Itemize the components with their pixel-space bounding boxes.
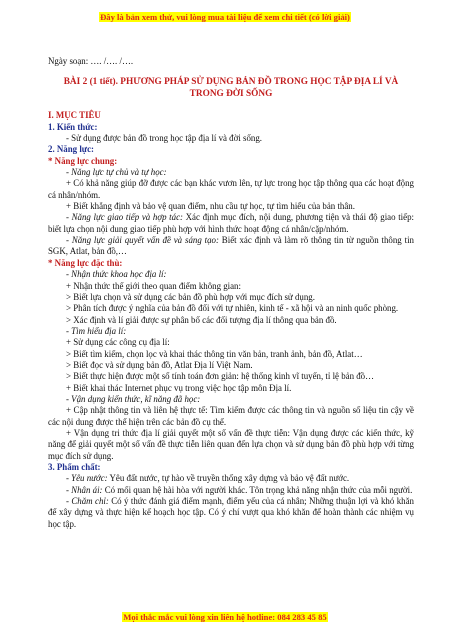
paragraph	[48, 235, 414, 258]
paragraph: > Xác định và lí giải được sự phân bố các đối tượng địa lí thông qua bản đồ.	[66, 314, 337, 325]
hotline-banner-text: Mọi thắc mắc vui lòng xin liên hệ hotline: 084 283 45 85	[123, 612, 327, 622]
paragraph: - Sử dụng được bản đồ trong học tập địa lí và đời sống.	[66, 133, 262, 144]
paragraph: + Sử dụng các công cụ địa lí:	[66, 337, 170, 348]
paragraph: + Vận dụng tri thức địa lí giải quyết một số vấn đề thực tiễn: Vận dụng được các kiến thức, kỹ năng để giải quyết một số vấn đề thực tiễn liên quan đến lựa chọn và sử dụng bản đồ phù hợp với từng mục đích sử dụng.	[48, 427, 414, 461]
paragraph: > Biết lựa chọn và sử dụng các bản đồ phù hợp với mục đích sử dụng.	[66, 291, 315, 302]
heading-specific-competence: * Năng lực đặc thù:	[48, 257, 123, 268]
paragraph-text: Yêu đất nước, tự hào về truyền thống xây dựng và bảo vệ đất nước.	[107, 473, 350, 484]
paragraph-text: Biết xác định và làm rõ thông tin từ nguồn thông tin SGK, Atlat, bản đồ,…	[48, 235, 414, 257]
paragraph	[48, 212, 414, 235]
paragraph-text: Xác định mục đích, nội dung, phương tiện và thái độ giao tiếp: biết lựa chọn nội dung giao tiếp phù hợp với hình thức hoạt động cá nhân/cặp/nhóm.	[48, 212, 414, 234]
heading-knowledge: 1. Kiến thức:	[48, 121, 98, 132]
paragraph: - Nhận thức khoa học địa lí:	[66, 269, 167, 280]
preview-banner-text: Đây là bản xem thử, vui lòng mua tài liệu để xem chi tiết (có lời giải)	[100, 12, 350, 22]
paragraph: - Tìm hiểu địa lí:	[66, 325, 127, 336]
heading-competence: 2. Năng lực:	[48, 144, 95, 155]
paragraph: > Biết thực hiện được một số tính toán đơn giản: hệ thống kinh vĩ tuyến, tỉ lệ bản đồ…	[66, 371, 374, 382]
paragraph-label: - Năng lực giao tiếp và hợp tác:	[66, 212, 183, 223]
hotline-banner	[0, 612, 450, 622]
paragraph: + Có khả năng giúp đỡ được các bạn khác vươn lên, tự lực trong học tập thông qua các hoạt động cá nhân/nhóm.	[48, 178, 414, 200]
paragraph: + Biết khai thác Internet phục vụ trong việc học tập môn Địa lí.	[66, 382, 292, 393]
paragraph: - Năng lực tự chủ và tự học:	[66, 167, 167, 178]
paragraph-label: - Năng lực giải quyết vấn đề và sáng tạo:	[66, 235, 219, 246]
paragraph: > Biết đọc và sử dụng bản đồ, Atlat Địa lí Việt Nam.	[66, 359, 253, 370]
paragraph: + Biết khẳng định và bảo vệ quan điểm, nhu cầu tự học, tự tìm hiểu của bản thân.	[66, 201, 355, 212]
document-body	[48, 56, 414, 530]
paragraph: > Biết tìm kiếm, chọn lọc và khai thác thông tin văn bản, tranh ảnh, bản đồ, Atlat…	[66, 348, 363, 359]
heading-general-competence: * Năng lực chung:	[48, 155, 118, 166]
paragraph-text: Có mối quan hệ hài hòa với người khác. Tôn trọng khả năng nhận thức của mỗi người.	[102, 484, 413, 495]
paragraph-label: - Nhân ái:	[66, 484, 103, 495]
paragraph: + Nhận thức thế giới theo quan điểm không gian:	[66, 280, 241, 291]
paragraph	[48, 473, 414, 484]
paragraph	[48, 496, 414, 530]
section-heading-objectives: I. MỤC TIÊU	[48, 110, 101, 121]
paragraph-label: - Chăm chỉ:	[66, 496, 109, 507]
paragraph: - Vận dụng kiến thức, kĩ năng đã học:	[66, 393, 201, 404]
paragraph-label: - Yêu nước:	[66, 473, 108, 484]
preview-banner	[0, 12, 450, 22]
paragraph	[48, 485, 414, 496]
date-line: Ngày soạn: …. /…. /….	[48, 56, 134, 66]
paragraph: + Cập nhật thông tin và liên hệ thực tế: Tìm kiếm được các thông tin và nguồn số liệu tin cậy về các nội dung được thể hiện trên các bản đồ cụ thể.	[48, 405, 414, 427]
paragraph-text: Có ý thức đánh giá điểm mạnh, điểm yếu của cá nhân; Những thuận lợi và khó khăn để xây dựng và thực hiện kế hoạch học tập. Có ý chí vượt qua khó khăn để hoàn thành các nhiệm vụ học tập.	[48, 496, 414, 529]
heading-qualities: 3. Phẩm chất:	[48, 462, 101, 472]
paragraph: > Phân tích được ý nghĩa của bản đồ đối với tự nhiên, kinh tế - xã hội và an ninh quốc phòng.	[66, 303, 399, 314]
lesson-title: BÀI 2 (1 tiết). PHƯƠNG PHÁP SỬ DỤNG BẢN ĐỒ TRONG HỌC TẬP ĐỊA LÍ VÀ TRONG ĐỜI SỐNG	[63, 77, 399, 99]
